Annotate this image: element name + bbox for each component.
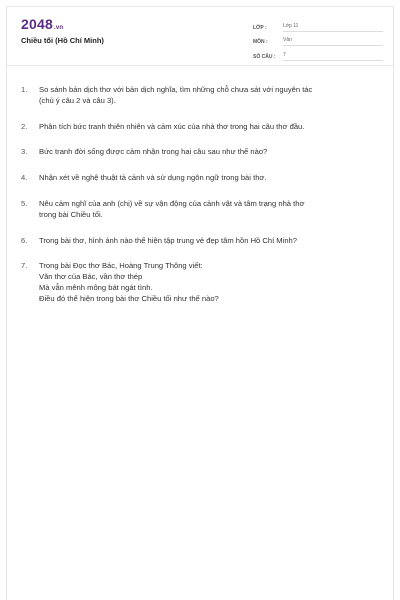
question-line: Nhận xét về nghệ thuật tả cảnh và sử dụng ngôn ngữ trong bài thơ. — [39, 173, 267, 183]
worksheet-page — [6, 6, 394, 600]
question-line: Trong bài Đọc thơ Bác, Hoàng Trung Thông viết: — [39, 261, 203, 271]
logo-suffix: .vn — [53, 25, 64, 31]
question-line: trong bài Chiều tối. — [39, 209, 103, 219]
question-number: 1. — [21, 85, 28, 94]
question-text — [39, 261, 381, 304]
meta-row-question-count — [253, 46, 383, 61]
question-item — [21, 147, 381, 158]
question-item — [21, 261, 381, 304]
question-list — [21, 85, 381, 320]
question-number: 3. — [21, 147, 28, 157]
meta-value: Văn — [283, 36, 383, 46]
question-text — [39, 173, 381, 184]
question-item — [21, 199, 381, 221]
question-line: So sánh bản dịch thơ với bản dịch nghĩa, tìm những chỗ chưa sát với nguyên tác — [39, 85, 313, 94]
question-line: Trong bài thơ, hình ảnh nào thể hiện tập trung vẻ đẹp tâm hồn Hồ Chí Minh? — [39, 235, 297, 245]
question-number: 2. — [21, 121, 28, 131]
question-item — [21, 236, 381, 247]
question-text — [39, 85, 381, 107]
meta-label: LỚP : — [253, 24, 267, 31]
worksheet-header — [7, 7, 393, 66]
question-line: Mà vẫn mênh mông bát ngát tình. — [39, 282, 153, 292]
question-line: Điều đó thể hiện trong bài thơ Chiều tối như thế nào? — [39, 293, 219, 303]
question-line: Nêu cảm nghĩ của anh (chị) về sự vận động của cảnh vật và tâm trạng nhà thơ — [39, 198, 305, 208]
meta-row-class — [253, 17, 383, 32]
meta-row-subject — [253, 32, 383, 47]
question-item — [21, 173, 381, 184]
meta-value: 7 — [283, 51, 383, 61]
metadata-panel — [253, 17, 383, 61]
question-number: 7. — [21, 261, 28, 271]
question-number: 6. — [21, 235, 28, 245]
question-item — [21, 122, 381, 133]
question-number: 5. — [21, 198, 28, 208]
question-item — [21, 85, 381, 107]
question-text — [39, 199, 381, 221]
question-line: Bức tranh đời sống được cảm nhận trong hai câu sau như thế nào? — [39, 147, 268, 157]
document-title: Chiều tối (Hồ Chí Minh) — [21, 36, 104, 45]
question-line: Phân tích bức tranh thiên nhiên và cảm xúc của nhà thơ trong hai câu thơ đầu. — [39, 121, 305, 131]
meta-label: SỐ CÂU : — [253, 53, 276, 60]
logo-main: 2048 — [21, 16, 53, 32]
question-text — [39, 147, 381, 158]
meta-value: Lớp 11 — [283, 22, 383, 32]
site-logo[interactable] — [21, 17, 63, 35]
question-number: 4. — [21, 173, 28, 183]
question-text — [39, 122, 381, 133]
question-text — [39, 236, 381, 247]
question-line: (chú ý câu 2 và câu 3). — [39, 95, 116, 105]
meta-label: MÔN : — [253, 39, 268, 45]
question-line: Văn thơ của Bác, vần thơ thép — [39, 272, 143, 282]
